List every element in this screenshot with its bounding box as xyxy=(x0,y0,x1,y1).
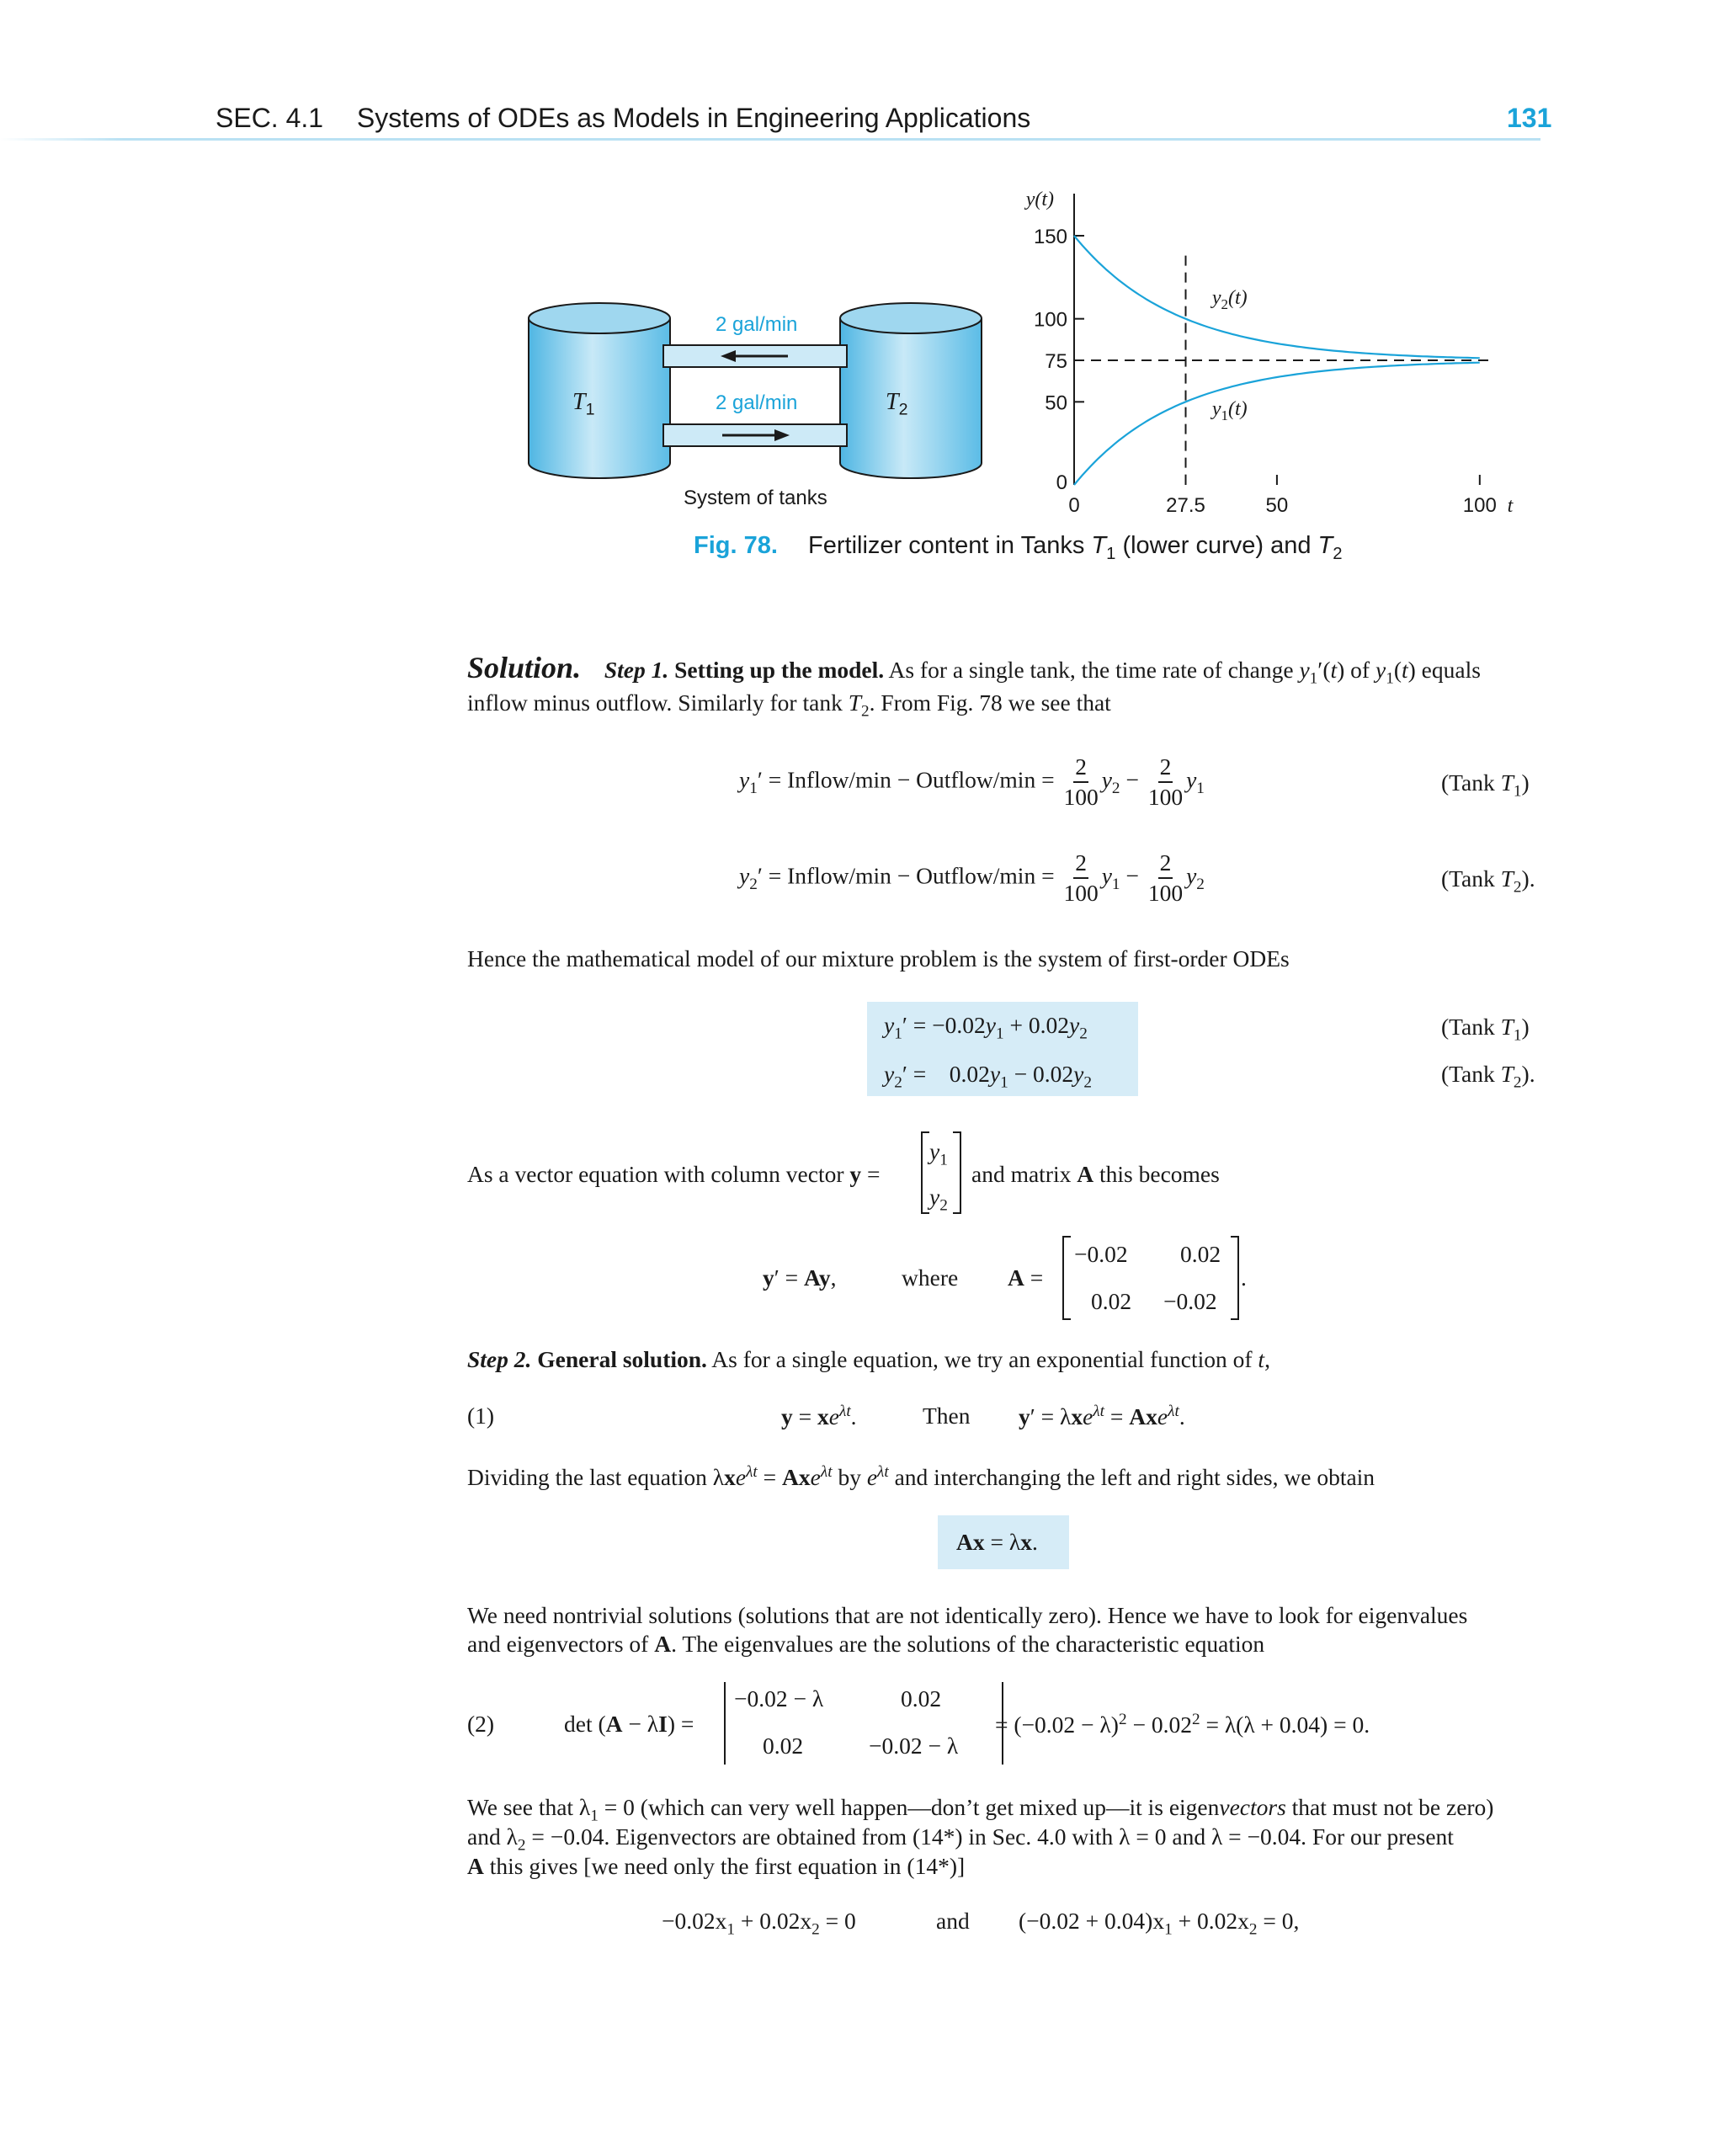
eq1-left: $y = xe^{\lambda t}$. xyxy=(781,1403,857,1430)
paragraph-eigenvalues-1: We see that $\lambda_1 = 0$ (which can very well happen—don’t get mixed up—it is eigenvectors that must not be zero) xyxy=(467,1794,1494,1825)
matrix-equation: y′ = Ay, xyxy=(763,1264,837,1291)
det-label: det (A − λI) = xyxy=(564,1711,694,1737)
figure-caption: Fig. 78. Fertilizer content in Tanks $T_1$ (lower curve) and $T_2$ xyxy=(694,532,1343,563)
section-number: SEC. 4.1 xyxy=(216,103,324,133)
figure-number: Fig. 78. xyxy=(694,532,778,559)
eigen-equation: Ax = λx. xyxy=(956,1529,1038,1555)
running-header xyxy=(216,103,1030,134)
y-tick-label: 50 xyxy=(1045,391,1067,415)
matrix-A-label: A = xyxy=(1008,1264,1044,1291)
tank2-tag: (Tank $T_2$). xyxy=(1441,865,1535,897)
tank-2 xyxy=(840,303,982,478)
flow-label-bottom: 2 gal/min xyxy=(716,391,798,414)
header-rule xyxy=(0,138,1540,141)
paragraph-step2: Step 2. General solution. As for a single equation, we try an exponential function of t, xyxy=(467,1346,1270,1372)
paragraph-eigenvalues-3: A this gives [we need only the first equation in (14*)] xyxy=(467,1853,966,1879)
then-label: Then xyxy=(923,1403,971,1429)
ode-eq1: $y_1' = -0.02y_1 + 0.02y_2$ xyxy=(884,1012,1088,1043)
system-caption: System of tanks xyxy=(684,487,827,509)
section-title: Systems of ODEs as Models in Engineering Applications xyxy=(356,103,1031,133)
flow-label-top: 2 gal/min xyxy=(716,313,798,336)
series-label-y1: $y_1(t)$ xyxy=(1211,398,1248,424)
ode-tag2: (Tank $T_2$). xyxy=(1441,1061,1535,1092)
ode-eq2: $y_2'$ = $0.02y_1 - 0.02y_2$ xyxy=(884,1061,1092,1092)
solution-heading: Solution. xyxy=(467,651,582,684)
paragraph-step1: Solution. Step 1. Setting up the model. As for a single tank, the time rate of change $y_1'(t)$ of $y_1(t)$ equals xyxy=(467,651,1481,688)
tank2-label: $T_2$ xyxy=(886,389,908,419)
y-tick-label: 150 xyxy=(1033,226,1067,248)
series-label-y2: $y_2(t)$ xyxy=(1211,286,1248,312)
eq2-number: (2) xyxy=(467,1711,495,1737)
tank1-label: $T_1$ xyxy=(572,389,595,419)
paragraph-eigenvalues-2: and $\lambda_2 = -0.04$. Eigenvectors are obtained from (14*) in Sec. 4.0 with λ = 0 and λ = −0.04. For our present xyxy=(467,1823,1454,1855)
paragraph-vector: As a vector equation with column vector y = xyxy=(467,1161,881,1187)
y-tick-label: 100 xyxy=(1033,308,1067,332)
x-tick-label: 50 xyxy=(1265,494,1289,517)
x-tick-label: 27.5 xyxy=(1166,494,1205,517)
equation-y1prime: $y_1'$ = Inflow/min − Outflow/min = $\frac{2}{100}$ $y_2$ − $\frac{2}{100}$ $y_1$ xyxy=(739,753,1205,810)
ode-tag1: (Tank $T_1$) xyxy=(1441,1014,1530,1045)
paragraph-dividing: Dividing the last equation λxe$^{\lambda t}$ = Axe$^{\lambda t}$ by $e^{\lambda t}$ and interchanging the left and right sides, we obtain xyxy=(467,1463,1375,1491)
paragraph-nontrivial: We need nontrivial solutions (solutions that are not identically zero). Hence we have to look for eigenvalues xyxy=(467,1602,1468,1628)
y-axis-label: y(t) xyxy=(1025,189,1054,210)
where-label: where xyxy=(902,1264,959,1291)
page-number: 131 xyxy=(1507,103,1552,133)
paragraph-vector-cont: and matrix A this becomes xyxy=(971,1161,1220,1187)
paragraph-step1-cont: inflow minus outflow. Similarly for tank $T_2$. From Fig. 78 we see that xyxy=(467,689,1111,721)
x-tick-label: 0 xyxy=(1068,494,1080,517)
equation-y2prime: $y_2'$ = Inflow/min − Outflow/min = $\frac{2}{100}$ $y_1$ − $\frac{2}{100}$ $y_2$ xyxy=(739,849,1205,906)
eq1-number: (1) xyxy=(467,1403,495,1429)
x-tick-label: 100 xyxy=(1462,494,1497,517)
char-equation-rhs: = $(-0.02 - \lambda)^2 - 0.02^2 = \lambda(\lambda + 0.04) = 0$. xyxy=(995,1711,1370,1738)
tank-1 xyxy=(529,303,670,478)
series-line-y2 xyxy=(1074,236,1480,358)
y-tick-label: 75 xyxy=(1045,350,1067,373)
tank1-tag: (Tank $T_1$) xyxy=(1441,769,1530,801)
y-tick-label: 0 xyxy=(1056,471,1067,494)
paragraph-nontrivial-cont: and eigenvectors of A. The eigenvalues are the solutions of the characteristic equation xyxy=(467,1631,1265,1657)
and-label: and xyxy=(936,1908,970,1934)
fertilizer-chart xyxy=(1010,177,1532,522)
eq1-right: y′ = λxe$^{\lambda t}$ = Axe$^{\lambda t}$. xyxy=(1019,1403,1185,1430)
paragraph-model: Hence the mathematical model of our mixture problem is the system of first-order ODEs xyxy=(467,945,1290,972)
series-line-y1 xyxy=(1074,363,1480,485)
eigenvector-eq2: $(-0.02 + 0.04)x_1 + 0.02x_2 = 0$, xyxy=(1019,1908,1300,1939)
x-axis-label: t xyxy=(1507,495,1514,517)
eigenvector-eq1: $-0.02x_1 + 0.02x_2 = 0$ xyxy=(662,1908,856,1939)
